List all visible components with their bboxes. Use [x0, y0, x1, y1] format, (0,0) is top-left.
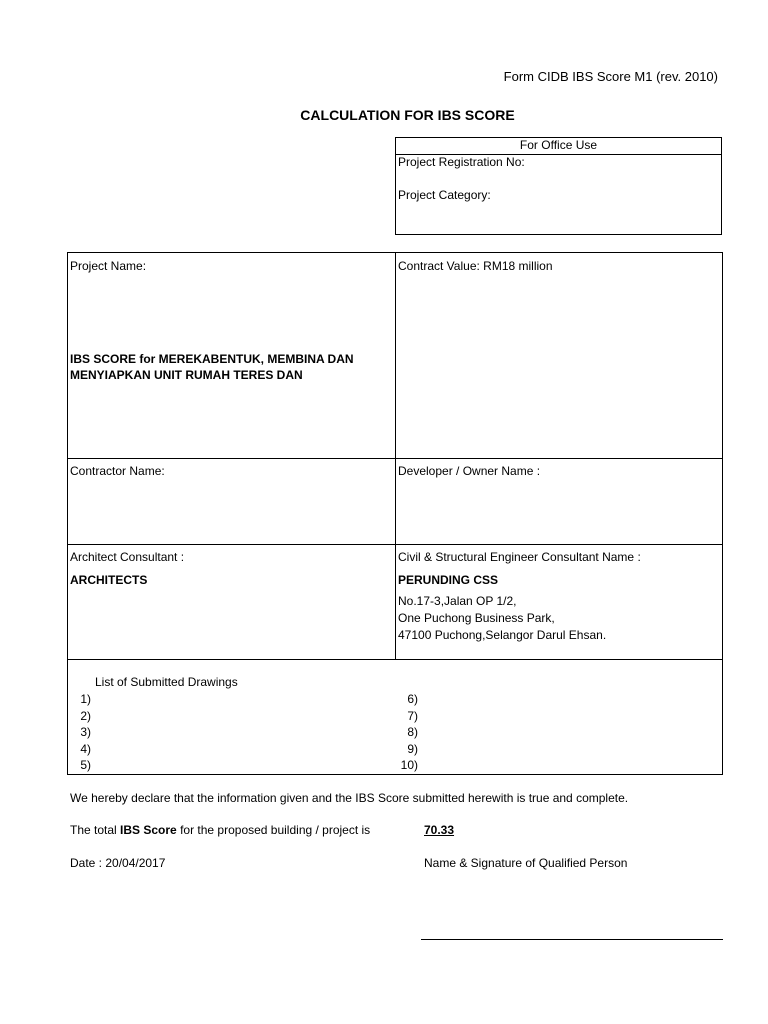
total-score-label [70, 823, 370, 837]
drawings-label: List of Submitted Drawings [95, 675, 238, 689]
total-bold: IBS Score [120, 823, 177, 837]
column-divider [395, 253, 396, 659]
project-name-line2: MENYIAPKAN UNIT RUMAH TERES DAN [70, 368, 303, 382]
office-use-box [395, 137, 722, 235]
row-divider [68, 659, 722, 660]
drawing-item: 8) [407, 725, 418, 739]
document-title: CALCULATION FOR IBS SCORE [300, 107, 515, 123]
architect-label: Architect Consultant : [70, 550, 185, 564]
drawing-item: 6) [407, 692, 418, 706]
contract-value: Contract Value: RM18 million [398, 259, 553, 273]
contractor-name-label: Contractor Name: [70, 464, 165, 478]
developer-name-label: Developer / Owner Name : [398, 464, 541, 478]
project-category-label: Project Category: [398, 188, 491, 202]
architect-name: ARCHITECTS [70, 573, 148, 587]
engineer-address-line3: 47100 Puchong,Selangor Darul Ehsan. [398, 628, 607, 642]
drawing-item: 9) [407, 741, 418, 756]
drawing-item: 3) [80, 725, 91, 739]
total-suffix: for the proposed building / project is [176, 823, 371, 837]
engineer-label: Civil & Structural Engineer Consultant Name : [398, 550, 641, 564]
project-details-box [67, 252, 723, 775]
drawing-item: 2) [80, 708, 91, 723]
office-use-heading: For Office Use [396, 138, 721, 155]
project-name-label: Project Name: [70, 259, 147, 273]
engineer-name: PERUNDING CSS [398, 573, 499, 587]
drawing-item: 10) [400, 758, 418, 772]
form-id: Form CIDB IBS Score M1 (rev. 2010) [503, 69, 718, 84]
drawing-item: 1) [80, 692, 91, 706]
row-divider [68, 458, 722, 459]
signature-line [421, 939, 723, 940]
engineer-address-line2: One Puchong Business Park, [398, 611, 555, 625]
drawings-left-list [70, 691, 91, 774]
total-prefix: The total [70, 823, 121, 837]
drawing-item: 4) [80, 741, 91, 756]
date-text: Date : 20/04/2017 [70, 856, 166, 870]
engineer-address-line1: No.17-3,Jalan OP 1/2, [398, 594, 517, 608]
drawing-item: 7) [407, 708, 418, 723]
registration-no-label: Project Registration No: [398, 155, 525, 169]
ibs-score-value: 70.33 [424, 823, 455, 837]
declaration-text: We hereby declare that the information given and the IBS Score submitted herewith is true and complete. [70, 791, 629, 805]
row-divider [68, 544, 722, 545]
signature-label: Name & Signature of Qualified Person [424, 856, 628, 870]
drawing-item: 5) [80, 758, 91, 772]
drawings-right-list [388, 691, 418, 774]
project-name-line1: IBS SCORE for MEREKABENTUK, MEMBINA DAN [70, 352, 354, 366]
